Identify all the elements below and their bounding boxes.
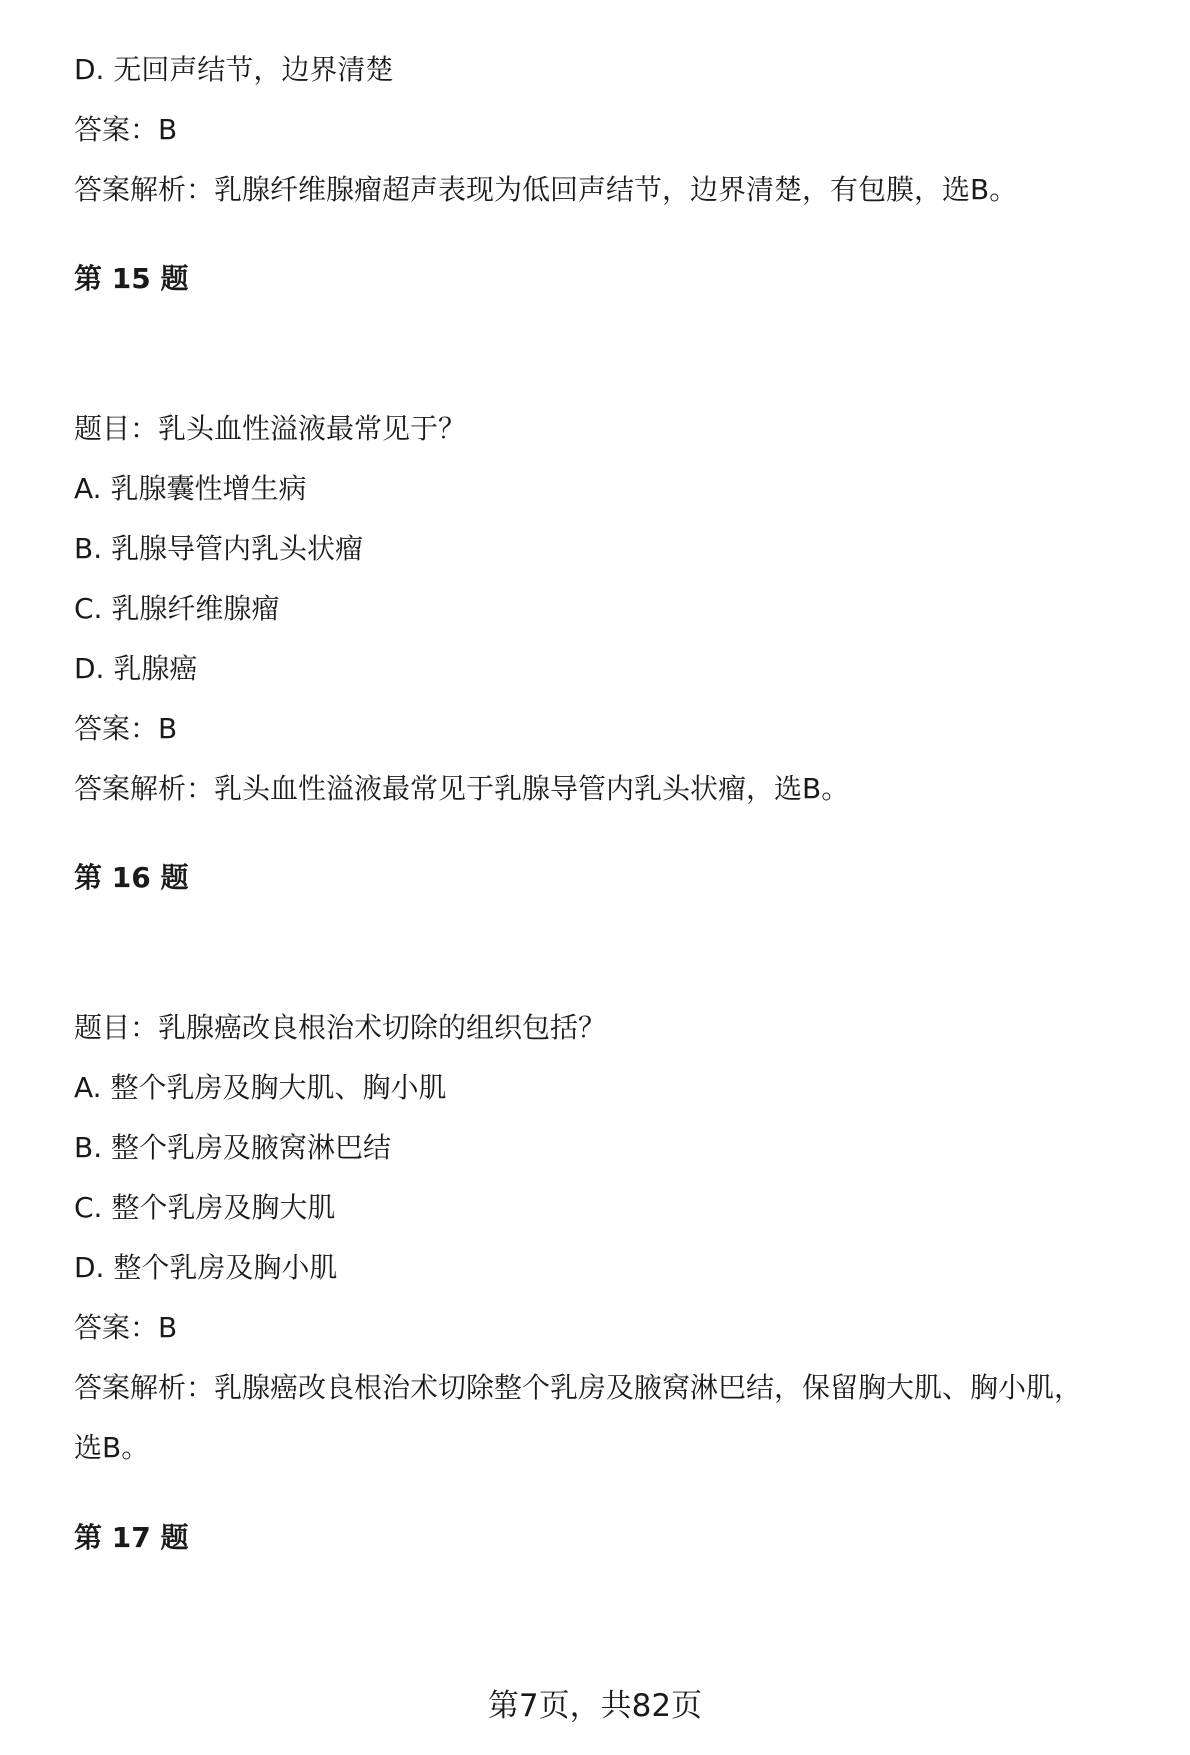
q15-option-b: B. 乳腺导管内乳头状瘤 xyxy=(74,532,364,565)
q15-heading: 第 15 题 xyxy=(74,262,189,295)
page-number: 第7页，共82页 xyxy=(487,1688,703,1724)
q14-analysis: 答案解析：乳腺纤维腺瘤超声表现为低回声结节，边界清楚，有包膜，选B。 xyxy=(74,173,1018,206)
q16-option-d: D. 整个乳房及胸小肌 xyxy=(74,1251,338,1284)
q16-heading: 第 16 题 xyxy=(74,861,189,894)
q15-question: 题目：乳头血性溢液最常见于？ xyxy=(74,412,467,445)
q15-option-a: A. 乳腺囊性增生病 xyxy=(74,472,307,505)
q15-analysis: 答案解析：乳头血性溢液最常见于乳腺导管内乳头状瘤，选B。 xyxy=(74,772,850,805)
q15-option-d: D. 乳腺癌 xyxy=(74,652,198,685)
q16-option-b: B. 整个乳房及腋窝淋巴结 xyxy=(74,1131,392,1164)
q16-question: 题目：乳腺癌改良根治术切除的组织包括？ xyxy=(74,1011,607,1044)
q17-heading: 第 17 题 xyxy=(74,1521,189,1554)
q15-answer: 答案：B xyxy=(74,712,178,745)
q14-option-d: D. 无回声结节，边界清楚 xyxy=(74,53,394,86)
q16-answer: 答案：B xyxy=(74,1311,178,1344)
q16-option-a: A. 整个乳房及胸大肌、胸小肌 xyxy=(74,1071,447,1104)
q16-option-c: C. 整个乳房及胸大肌 xyxy=(74,1191,336,1224)
q14-answer: 答案：B xyxy=(74,113,178,146)
q16-analysis-line2: 选B。 xyxy=(74,1431,150,1464)
q16-analysis-line1: 答案解析：乳腺癌改良根治术切除整个乳房及腋窝淋巴结，保留胸大肌、胸小肌， xyxy=(74,1371,1083,1404)
q15-option-c: C. 乳腺纤维腺瘤 xyxy=(74,592,280,625)
